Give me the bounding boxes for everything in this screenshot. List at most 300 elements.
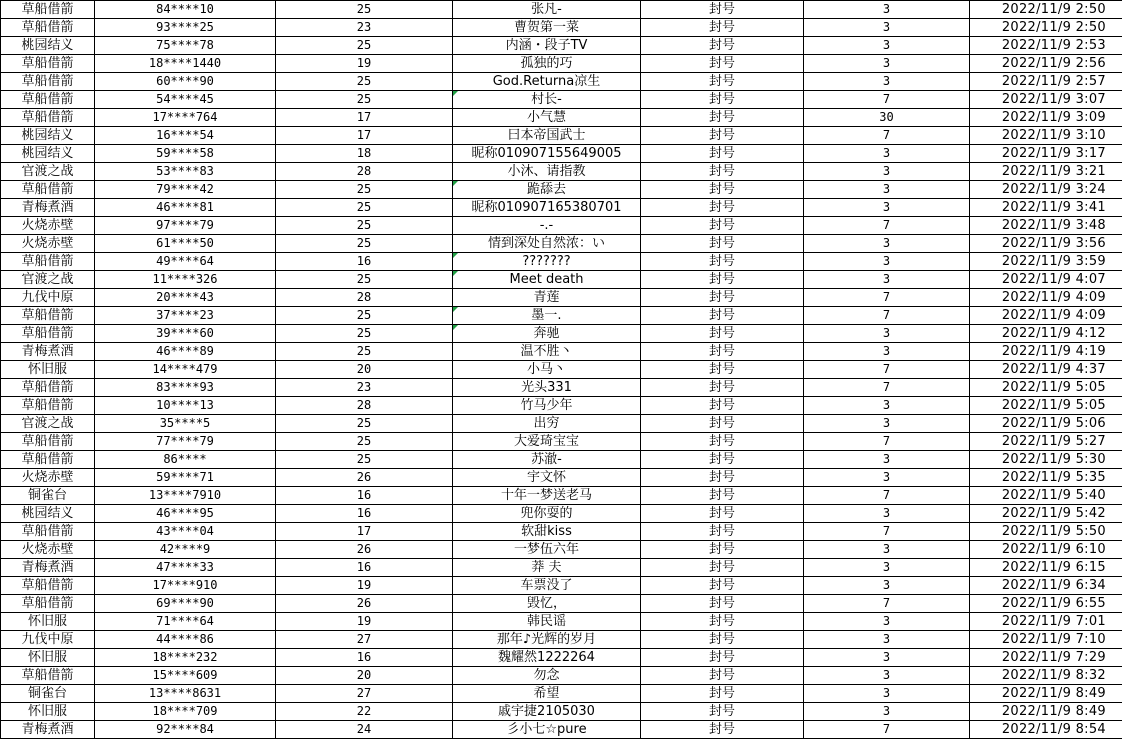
account-cell[interactable]: 93****25 bbox=[95, 19, 276, 37]
level-cell[interactable]: 26 bbox=[276, 541, 453, 559]
action-cell[interactable]: 封号 bbox=[641, 127, 804, 145]
account-cell[interactable]: 18****709 bbox=[95, 703, 276, 721]
nickname-cell[interactable]: Meet death bbox=[453, 271, 641, 289]
action-cell[interactable]: 封号 bbox=[641, 685, 804, 703]
level-cell[interactable]: 25 bbox=[276, 91, 453, 109]
action-cell[interactable]: 封号 bbox=[641, 163, 804, 181]
time-cell[interactable]: 2022/11/9 5:40 bbox=[970, 487, 1122, 505]
level-cell[interactable]: 25 bbox=[276, 325, 453, 343]
level-cell[interactable]: 27 bbox=[276, 685, 453, 703]
account-cell[interactable]: 17****910 bbox=[95, 577, 276, 595]
level-cell[interactable]: 26 bbox=[276, 595, 453, 613]
nickname-cell[interactable]: 光头331 bbox=[453, 379, 641, 397]
days-cell[interactable]: 3 bbox=[804, 415, 970, 433]
nickname-cell[interactable]: 彡小七☆pure bbox=[453, 721, 641, 739]
days-cell[interactable]: 3 bbox=[804, 469, 970, 487]
account-cell[interactable]: 11****326 bbox=[95, 271, 276, 289]
action-cell[interactable]: 封号 bbox=[641, 721, 804, 739]
action-cell[interactable]: 封号 bbox=[641, 253, 804, 271]
account-cell[interactable]: 79****42 bbox=[95, 181, 276, 199]
action-cell[interactable]: 封号 bbox=[641, 595, 804, 613]
time-cell[interactable]: 2022/11/9 6:10 bbox=[970, 541, 1122, 559]
server-cell[interactable]: 草船借箭 bbox=[1, 397, 95, 415]
server-cell[interactable]: 桃园结义 bbox=[1, 145, 95, 163]
level-cell[interactable]: 25 bbox=[276, 343, 453, 361]
level-cell[interactable]: 25 bbox=[276, 1, 453, 19]
server-cell[interactable]: 草船借箭 bbox=[1, 523, 95, 541]
server-cell[interactable]: 九伐中原 bbox=[1, 631, 95, 649]
action-cell[interactable]: 封号 bbox=[641, 73, 804, 91]
level-cell[interactable]: 25 bbox=[276, 415, 453, 433]
days-cell[interactable]: 7 bbox=[804, 487, 970, 505]
account-cell[interactable]: 17****764 bbox=[95, 109, 276, 127]
nickname-cell[interactable]: 毁忆， bbox=[453, 595, 641, 613]
nickname-cell[interactable]: 宇文怀 bbox=[453, 469, 641, 487]
account-cell[interactable]: 53****83 bbox=[95, 163, 276, 181]
nickname-cell[interactable]: 魏耀然1222264 bbox=[453, 649, 641, 667]
days-cell[interactable]: 3 bbox=[804, 55, 970, 73]
action-cell[interactable]: 封号 bbox=[641, 631, 804, 649]
time-cell[interactable]: 2022/11/9 5:42 bbox=[970, 505, 1122, 523]
table-row bbox=[1, 559, 1122, 577]
days-cell[interactable]: 3 bbox=[804, 451, 970, 469]
time-cell[interactable]: 2022/11/9 7:01 bbox=[970, 613, 1122, 631]
table-row bbox=[1, 721, 1122, 739]
table-row bbox=[1, 541, 1122, 559]
days-cell[interactable]: 7 bbox=[804, 361, 970, 379]
time-cell[interactable]: 2022/11/9 6:34 bbox=[970, 577, 1122, 595]
level-cell[interactable]: 23 bbox=[276, 19, 453, 37]
server-cell[interactable]: 草船借箭 bbox=[1, 109, 95, 127]
days-cell[interactable]: 30 bbox=[804, 109, 970, 127]
time-cell[interactable]: 2022/11/9 5:27 bbox=[970, 433, 1122, 451]
time-cell[interactable]: 2022/11/9 4:09 bbox=[970, 289, 1122, 307]
action-cell[interactable]: 封号 bbox=[641, 19, 804, 37]
days-cell[interactable]: 3 bbox=[804, 343, 970, 361]
nickname-cell[interactable]: 小马丶 bbox=[453, 361, 641, 379]
level-cell[interactable]: 17 bbox=[276, 523, 453, 541]
days-cell[interactable]: 3 bbox=[804, 199, 970, 217]
account-cell[interactable]: 71****64 bbox=[95, 613, 276, 631]
action-cell[interactable]: 封号 bbox=[641, 325, 804, 343]
server-cell[interactable]: 官渡之战 bbox=[1, 163, 95, 181]
table-row bbox=[1, 181, 1122, 199]
table-row bbox=[1, 523, 1122, 541]
time-cell[interactable]: 2022/11/9 2:50 bbox=[970, 1, 1122, 19]
account-cell[interactable]: 47****33 bbox=[95, 559, 276, 577]
time-cell[interactable]: 2022/11/9 3:56 bbox=[970, 235, 1122, 253]
nickname-cell[interactable]: 小沐、请指教 bbox=[453, 163, 641, 181]
server-cell[interactable]: 火烧赤壁 bbox=[1, 235, 95, 253]
level-cell[interactable]: 16 bbox=[276, 487, 453, 505]
action-cell[interactable]: 封号 bbox=[641, 415, 804, 433]
table-row bbox=[1, 235, 1122, 253]
days-cell[interactable]: 3 bbox=[804, 541, 970, 559]
account-cell[interactable]: 61****50 bbox=[95, 235, 276, 253]
server-cell[interactable]: 草船借箭 bbox=[1, 451, 95, 469]
server-cell[interactable]: 草船借箭 bbox=[1, 73, 95, 91]
days-cell[interactable]: 3 bbox=[804, 577, 970, 595]
time-cell[interactable]: 2022/11/9 6:55 bbox=[970, 595, 1122, 613]
account-cell[interactable]: 37****23 bbox=[95, 307, 276, 325]
days-cell[interactable]: 3 bbox=[804, 649, 970, 667]
level-cell[interactable]: 26 bbox=[276, 469, 453, 487]
time-cell[interactable]: 2022/11/9 8:54 bbox=[970, 721, 1122, 739]
action-cell[interactable]: 封号 bbox=[641, 505, 804, 523]
days-cell[interactable]: 3 bbox=[804, 631, 970, 649]
account-cell[interactable]: 20****43 bbox=[95, 289, 276, 307]
action-cell[interactable]: 封号 bbox=[641, 577, 804, 595]
action-cell[interactable]: 封号 bbox=[641, 55, 804, 73]
account-cell[interactable]: 13****8631 bbox=[95, 685, 276, 703]
days-cell[interactable]: 3 bbox=[804, 613, 970, 631]
time-cell[interactable]: 2022/11/9 3:59 bbox=[970, 253, 1122, 271]
time-cell[interactable]: 2022/11/9 2:56 bbox=[970, 55, 1122, 73]
days-cell[interactable]: 3 bbox=[804, 235, 970, 253]
server-cell[interactable]: 草船借箭 bbox=[1, 181, 95, 199]
account-cell[interactable]: 18****1440 bbox=[95, 55, 276, 73]
level-cell[interactable]: 25 bbox=[276, 235, 453, 253]
account-cell[interactable]: 84****10 bbox=[95, 1, 276, 19]
account-cell[interactable]: 43****04 bbox=[95, 523, 276, 541]
server-cell[interactable]: 草船借箭 bbox=[1, 433, 95, 451]
account-cell[interactable]: 77****79 bbox=[95, 433, 276, 451]
days-cell[interactable]: 7 bbox=[804, 595, 970, 613]
nickname-cell[interactable]: 小气慧 bbox=[453, 109, 641, 127]
level-cell[interactable]: 20 bbox=[276, 361, 453, 379]
account-cell[interactable]: 59****71 bbox=[95, 469, 276, 487]
nickname-cell[interactable]: 勿念 bbox=[453, 667, 641, 685]
server-cell[interactable]: 草船借箭 bbox=[1, 19, 95, 37]
account-cell[interactable]: 10****13 bbox=[95, 397, 276, 415]
level-cell[interactable]: 16 bbox=[276, 505, 453, 523]
nickname-cell[interactable]: 莽 夫 bbox=[453, 559, 641, 577]
days-cell[interactable]: 3 bbox=[804, 397, 970, 415]
table-row bbox=[1, 685, 1122, 703]
nickname-cell[interactable]: 村长- bbox=[453, 91, 641, 109]
server-cell[interactable]: 草船借箭 bbox=[1, 55, 95, 73]
nickname-cell[interactable]: 出穷 bbox=[453, 415, 641, 433]
level-cell[interactable]: 25 bbox=[276, 181, 453, 199]
time-cell[interactable]: 2022/11/9 5:06 bbox=[970, 415, 1122, 433]
nickname-cell[interactable]: ??????? bbox=[453, 253, 641, 271]
time-cell[interactable]: 2022/11/9 8:49 bbox=[970, 685, 1122, 703]
time-cell[interactable]: 2022/11/9 3:17 bbox=[970, 145, 1122, 163]
level-cell[interactable]: 16 bbox=[276, 253, 453, 271]
action-cell[interactable]: 封号 bbox=[641, 343, 804, 361]
server-cell[interactable]: 草船借箭 bbox=[1, 1, 95, 19]
action-cell[interactable]: 封号 bbox=[641, 181, 804, 199]
nickname-cell[interactable]: God.Returna凉生 bbox=[453, 73, 641, 91]
account-cell[interactable]: 15****609 bbox=[95, 667, 276, 685]
account-cell[interactable]: 13****7910 bbox=[95, 487, 276, 505]
time-cell[interactable]: 2022/11/9 3:48 bbox=[970, 217, 1122, 235]
action-cell[interactable]: 封号 bbox=[641, 379, 804, 397]
level-cell[interactable]: 25 bbox=[276, 199, 453, 217]
action-cell[interactable]: 封号 bbox=[641, 289, 804, 307]
action-cell[interactable]: 封号 bbox=[641, 199, 804, 217]
table-row bbox=[1, 451, 1122, 469]
level-cell[interactable]: 25 bbox=[276, 217, 453, 235]
level-cell[interactable]: 22 bbox=[276, 703, 453, 721]
nickname-cell[interactable]: 十年一梦送老马 bbox=[453, 487, 641, 505]
action-cell[interactable]: 封号 bbox=[641, 559, 804, 577]
server-cell[interactable]: 青梅煮酒 bbox=[1, 559, 95, 577]
level-cell[interactable]: 19 bbox=[276, 613, 453, 631]
level-cell[interactable]: 16 bbox=[276, 649, 453, 667]
time-cell[interactable]: 2022/11/9 8:32 bbox=[970, 667, 1122, 685]
days-cell[interactable]: 3 bbox=[804, 73, 970, 91]
action-cell[interactable]: 封号 bbox=[641, 487, 804, 505]
action-cell[interactable]: 封号 bbox=[641, 271, 804, 289]
nickname-cell[interactable]: -.- bbox=[453, 217, 641, 235]
account-cell[interactable]: 92****84 bbox=[95, 721, 276, 739]
level-cell[interactable]: 25 bbox=[276, 37, 453, 55]
days-cell[interactable]: 3 bbox=[804, 703, 970, 721]
table-row bbox=[1, 253, 1122, 271]
days-cell[interactable]: 7 bbox=[804, 127, 970, 145]
nickname-cell[interactable]: 曹贺第一菜 bbox=[453, 19, 641, 37]
level-cell[interactable]: 25 bbox=[276, 433, 453, 451]
action-cell[interactable]: 封号 bbox=[641, 1, 804, 19]
time-cell[interactable]: 2022/11/9 2:50 bbox=[970, 19, 1122, 37]
days-cell[interactable]: 3 bbox=[804, 325, 970, 343]
account-cell[interactable]: 14****479 bbox=[95, 361, 276, 379]
action-cell[interactable]: 封号 bbox=[641, 523, 804, 541]
level-cell[interactable]: 28 bbox=[276, 163, 453, 181]
nickname-cell[interactable]: 大爱琦宝宝 bbox=[453, 433, 641, 451]
time-cell[interactable]: 2022/11/9 7:29 bbox=[970, 649, 1122, 667]
server-cell[interactable]: 铜雀台 bbox=[1, 685, 95, 703]
nickname-cell[interactable]: 孤独的巧 bbox=[453, 55, 641, 73]
account-cell[interactable]: 18****232 bbox=[95, 649, 276, 667]
account-cell[interactable]: 86**** bbox=[95, 451, 276, 469]
time-cell[interactable]: 2022/11/9 4:07 bbox=[970, 271, 1122, 289]
days-cell[interactable]: 7 bbox=[804, 289, 970, 307]
server-cell[interactable]: 草船借箭 bbox=[1, 253, 95, 271]
nickname-cell[interactable]: 跪舔去 bbox=[453, 181, 641, 199]
days-cell[interactable]: 7 bbox=[804, 523, 970, 541]
action-cell[interactable]: 封号 bbox=[641, 37, 804, 55]
action-cell[interactable]: 封号 bbox=[641, 433, 804, 451]
nickname-cell[interactable]: 软甜kiss bbox=[453, 523, 641, 541]
days-cell[interactable]: 7 bbox=[804, 433, 970, 451]
action-cell[interactable]: 封号 bbox=[641, 91, 804, 109]
account-cell[interactable]: 39****60 bbox=[95, 325, 276, 343]
account-cell[interactable]: 83****93 bbox=[95, 379, 276, 397]
time-cell[interactable]: 2022/11/9 4:19 bbox=[970, 343, 1122, 361]
time-cell[interactable]: 2022/11/9 3:09 bbox=[970, 109, 1122, 127]
days-cell[interactable]: 3 bbox=[804, 37, 970, 55]
action-cell[interactable]: 封号 bbox=[641, 613, 804, 631]
server-cell[interactable]: 桃园结义 bbox=[1, 505, 95, 523]
server-cell[interactable]: 怀旧服 bbox=[1, 361, 95, 379]
account-cell[interactable]: 75****78 bbox=[95, 37, 276, 55]
nickname-cell[interactable]: 昵称010907165380701 bbox=[453, 199, 641, 217]
action-cell[interactable]: 封号 bbox=[641, 451, 804, 469]
level-cell[interactable]: 25 bbox=[276, 451, 453, 469]
level-cell[interactable]: 25 bbox=[276, 73, 453, 91]
time-cell[interactable]: 2022/11/9 2:53 bbox=[970, 37, 1122, 55]
days-cell[interactable]: 3 bbox=[804, 19, 970, 37]
server-cell[interactable]: 火烧赤壁 bbox=[1, 217, 95, 235]
table-row bbox=[1, 163, 1122, 181]
days-cell[interactable]: 3 bbox=[804, 685, 970, 703]
time-cell[interactable]: 2022/11/9 4:12 bbox=[970, 325, 1122, 343]
server-cell[interactable]: 草船借箭 bbox=[1, 307, 95, 325]
time-cell[interactable]: 2022/11/9 2:57 bbox=[970, 73, 1122, 91]
account-cell[interactable]: 97****79 bbox=[95, 217, 276, 235]
server-cell[interactable]: 官渡之战 bbox=[1, 415, 95, 433]
account-cell[interactable]: 42****9 bbox=[95, 541, 276, 559]
days-cell[interactable]: 3 bbox=[804, 181, 970, 199]
nickname-cell[interactable]: 那年♪光辉的岁月 bbox=[453, 631, 641, 649]
level-cell[interactable]: 20 bbox=[276, 667, 453, 685]
nickname-cell[interactable]: 韩民谣 bbox=[453, 613, 641, 631]
days-cell[interactable]: 7 bbox=[804, 217, 970, 235]
nickname-cell[interactable]: 内涵・段子TV bbox=[453, 37, 641, 55]
nickname-cell[interactable]: 一梦伍六年 bbox=[453, 541, 641, 559]
server-cell[interactable]: 草船借箭 bbox=[1, 91, 95, 109]
server-cell[interactable]: 青梅煮酒 bbox=[1, 721, 95, 739]
action-cell[interactable]: 封号 bbox=[641, 145, 804, 163]
server-cell[interactable]: 草船借箭 bbox=[1, 325, 95, 343]
server-cell[interactable]: 青梅煮酒 bbox=[1, 343, 95, 361]
nickname-cell[interactable]: 奔驰 bbox=[453, 325, 641, 343]
account-cell[interactable]: 16****54 bbox=[95, 127, 276, 145]
days-cell[interactable]: 7 bbox=[804, 91, 970, 109]
time-cell[interactable]: 2022/11/9 6:15 bbox=[970, 559, 1122, 577]
action-cell[interactable]: 封号 bbox=[641, 235, 804, 253]
table-row bbox=[1, 289, 1122, 307]
server-cell[interactable]: 怀旧服 bbox=[1, 703, 95, 721]
time-cell[interactable]: 2022/11/9 3:10 bbox=[970, 127, 1122, 145]
level-cell[interactable]: 18 bbox=[276, 145, 453, 163]
server-cell[interactable]: 草船借箭 bbox=[1, 667, 95, 685]
level-cell[interactable]: 24 bbox=[276, 721, 453, 739]
account-cell[interactable]: 49****64 bbox=[95, 253, 276, 271]
level-cell[interactable]: 28 bbox=[276, 289, 453, 307]
nickname-cell[interactable]: 张凡- bbox=[453, 1, 641, 19]
days-cell[interactable]: 3 bbox=[804, 163, 970, 181]
days-cell[interactable]: 3 bbox=[804, 253, 970, 271]
nickname-cell[interactable]: 墨一. bbox=[453, 307, 641, 325]
days-cell[interactable]: 3 bbox=[804, 667, 970, 685]
account-cell[interactable]: 59****58 bbox=[95, 145, 276, 163]
account-cell[interactable]: 69****90 bbox=[95, 595, 276, 613]
time-cell[interactable]: 2022/11/9 5:30 bbox=[970, 451, 1122, 469]
account-cell[interactable]: 46****89 bbox=[95, 343, 276, 361]
server-cell[interactable]: 桃园结义 bbox=[1, 37, 95, 55]
days-cell[interactable]: 7 bbox=[804, 379, 970, 397]
action-cell[interactable]: 封号 bbox=[641, 703, 804, 721]
level-cell[interactable]: 23 bbox=[276, 379, 453, 397]
action-cell[interactable]: 封号 bbox=[641, 109, 804, 127]
server-cell[interactable]: 草船借箭 bbox=[1, 577, 95, 595]
time-cell[interactable]: 2022/11/9 5:05 bbox=[970, 379, 1122, 397]
time-cell[interactable]: 2022/11/9 3:21 bbox=[970, 163, 1122, 181]
account-cell[interactable]: 60****90 bbox=[95, 73, 276, 91]
level-cell[interactable]: 19 bbox=[276, 577, 453, 595]
days-cell[interactable]: 3 bbox=[804, 1, 970, 19]
time-cell[interactable]: 2022/11/9 7:10 bbox=[970, 631, 1122, 649]
time-cell[interactable]: 2022/11/9 5:50 bbox=[970, 523, 1122, 541]
server-cell[interactable]: 怀旧服 bbox=[1, 649, 95, 667]
time-cell[interactable]: 2022/11/9 4:37 bbox=[970, 361, 1122, 379]
server-cell[interactable]: 九伐中原 bbox=[1, 289, 95, 307]
server-cell[interactable]: 官渡之战 bbox=[1, 271, 95, 289]
nickname-cell[interactable]: 竹马少年 bbox=[453, 397, 641, 415]
time-cell[interactable]: 2022/11/9 3:41 bbox=[970, 199, 1122, 217]
server-cell[interactable]: 草船借箭 bbox=[1, 595, 95, 613]
time-cell[interactable]: 2022/11/9 8:49 bbox=[970, 703, 1122, 721]
nickname-cell[interactable]: 车票没了 bbox=[453, 577, 641, 595]
nickname-cell[interactable]: 兜你耍的 bbox=[453, 505, 641, 523]
days-cell[interactable]: 3 bbox=[804, 505, 970, 523]
account-cell[interactable]: 46****81 bbox=[95, 199, 276, 217]
server-cell[interactable]: 青梅煮酒 bbox=[1, 199, 95, 217]
table-row bbox=[1, 433, 1122, 451]
level-cell[interactable]: 25 bbox=[276, 307, 453, 325]
server-cell[interactable]: 桃园结义 bbox=[1, 127, 95, 145]
server-cell[interactable]: 火烧赤壁 bbox=[1, 469, 95, 487]
level-cell[interactable]: 16 bbox=[276, 559, 453, 577]
level-cell[interactable]: 25 bbox=[276, 271, 453, 289]
level-cell[interactable]: 19 bbox=[276, 55, 453, 73]
time-cell[interactable]: 2022/11/9 4:09 bbox=[970, 307, 1122, 325]
server-cell[interactable]: 铜雀台 bbox=[1, 487, 95, 505]
table-row bbox=[1, 307, 1122, 325]
server-cell[interactable]: 火烧赤壁 bbox=[1, 541, 95, 559]
time-cell[interactable]: 2022/11/9 5:05 bbox=[970, 397, 1122, 415]
action-cell[interactable]: 封号 bbox=[641, 397, 804, 415]
account-cell[interactable]: 54****45 bbox=[95, 91, 276, 109]
days-cell[interactable]: 3 bbox=[804, 145, 970, 163]
action-cell[interactable]: 封号 bbox=[641, 361, 804, 379]
nickname-cell[interactable]: 希望 bbox=[453, 685, 641, 703]
action-cell[interactable]: 封号 bbox=[641, 307, 804, 325]
time-cell[interactable]: 2022/11/9 3:07 bbox=[970, 91, 1122, 109]
days-cell[interactable]: 3 bbox=[804, 559, 970, 577]
nickname-cell[interactable]: 温不胜丶 bbox=[453, 343, 641, 361]
level-cell[interactable]: 17 bbox=[276, 127, 453, 145]
time-cell[interactable]: 2022/11/9 3:24 bbox=[970, 181, 1122, 199]
nickname-cell[interactable]: 苏澈- bbox=[453, 451, 641, 469]
server-cell[interactable]: 怀旧服 bbox=[1, 613, 95, 631]
action-cell[interactable]: 封号 bbox=[641, 217, 804, 235]
action-cell[interactable]: 封号 bbox=[641, 667, 804, 685]
level-cell[interactable]: 17 bbox=[276, 109, 453, 127]
days-cell[interactable]: 7 bbox=[804, 307, 970, 325]
account-cell[interactable]: 46****95 bbox=[95, 505, 276, 523]
time-cell[interactable]: 2022/11/9 5:35 bbox=[970, 469, 1122, 487]
nickname-cell[interactable]: 昵称010907155649005 bbox=[453, 145, 641, 163]
action-cell[interactable]: 封号 bbox=[641, 541, 804, 559]
action-cell[interactable]: 封号 bbox=[641, 649, 804, 667]
account-cell[interactable]: 35****5 bbox=[95, 415, 276, 433]
account-cell[interactable]: 44****86 bbox=[95, 631, 276, 649]
server-cell[interactable]: 草船借箭 bbox=[1, 379, 95, 397]
level-cell[interactable]: 28 bbox=[276, 397, 453, 415]
nickname-cell[interactable]: 青莲 bbox=[453, 289, 641, 307]
action-cell[interactable]: 封号 bbox=[641, 469, 804, 487]
days-cell[interactable]: 3 bbox=[804, 271, 970, 289]
nickname-cell[interactable]: 情到深处自然浓：い bbox=[453, 235, 641, 253]
nickname-cell[interactable]: 曰本帝国武士 bbox=[453, 127, 641, 145]
nickname-cell[interactable]: 戚宇捷2105030 bbox=[453, 703, 641, 721]
level-cell[interactable]: 27 bbox=[276, 631, 453, 649]
days-cell[interactable]: 7 bbox=[804, 721, 970, 739]
